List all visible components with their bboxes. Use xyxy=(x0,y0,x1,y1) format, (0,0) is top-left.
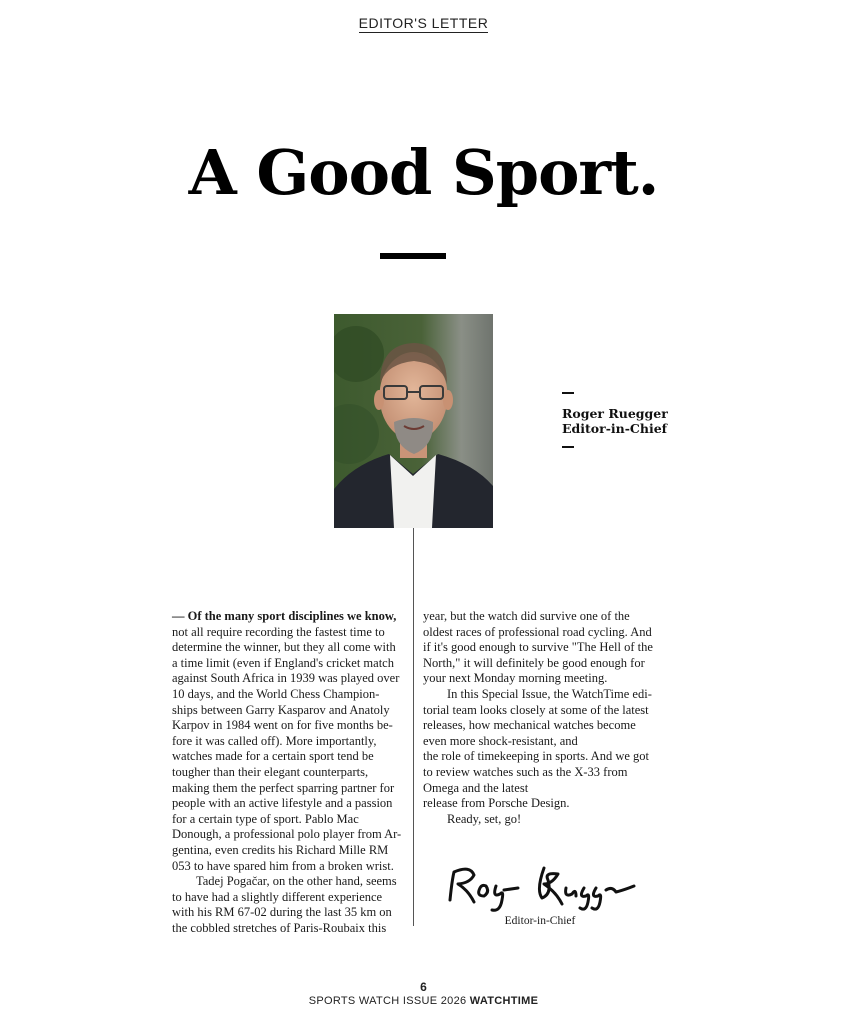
byline-name: Roger Ruegger xyxy=(562,406,668,421)
byline-dash-bottom xyxy=(562,446,574,448)
issue-line xyxy=(0,994,847,1008)
article-line: the role of timekeeping in sports. And we got xyxy=(423,749,650,764)
article-line: against South Africa in 1939 was played over xyxy=(172,671,400,686)
signature xyxy=(440,850,640,920)
headline: A Good Sport. xyxy=(188,136,659,209)
article-line: 053 to have spared him from a broken wrist. xyxy=(172,858,394,873)
article-line: release from Porsche Design. xyxy=(423,796,570,811)
article-line: ships between Garry Kasparov and Anatoly xyxy=(172,702,390,717)
article-line: Donough, a professional polo player from Ar- xyxy=(172,827,402,842)
signature-title: Editor-in-Chief xyxy=(504,915,576,927)
article-line: year, but the watch did survive one of the xyxy=(423,609,630,623)
article-line: Omega and the latest xyxy=(423,780,529,795)
page-number: 6 xyxy=(420,980,427,994)
editor-portrait xyxy=(334,314,493,528)
handwritten-signature xyxy=(440,850,640,920)
brand-name: WATCHTIME xyxy=(469,995,539,1007)
article-column-right xyxy=(423,609,659,827)
article-column-left xyxy=(172,609,408,936)
article-line: 10 days, and the World Chess Champion- xyxy=(172,686,380,701)
byline-title: Editor-in-Chief xyxy=(562,421,668,436)
article-line: even more shock-resistant, and xyxy=(423,733,578,748)
article-line: to have had a slightly different experience xyxy=(172,889,383,904)
page-footer xyxy=(0,980,847,1008)
article-line: torial team looks closely at some of the latest xyxy=(423,702,649,717)
column-divider xyxy=(413,528,414,926)
article-line: for a certain type of sport. Pablo Mac xyxy=(172,811,359,826)
byline xyxy=(562,392,668,448)
article-line: making them the perfect sparring partner for xyxy=(172,780,395,795)
article-line: watches made for a certain sport tend be xyxy=(172,749,374,764)
article-line: if it's good enough to survive "The Hell of the xyxy=(423,640,653,655)
section-label-text: EDITOR'S LETTER xyxy=(358,15,489,31)
article-line: people with an active lifestyle and a passion xyxy=(172,796,393,811)
article-line: Karpov in 1984 went on for five months be- xyxy=(172,718,393,733)
article-line: releases, how mechanical watches become xyxy=(423,718,636,733)
article-line: North," it will definitely be good enough for xyxy=(423,655,645,670)
article-line: Ready, set, go! xyxy=(447,811,522,826)
article-lead: — Of the many sport disciplines we know, xyxy=(172,609,397,623)
article-line: a time limit (even if England's cricket match xyxy=(172,655,394,670)
byline-dash-top xyxy=(562,392,574,394)
article-line: fore it was called off). More importantly, xyxy=(172,733,377,748)
article-line: with his RM 67-02 during the last 35 km on xyxy=(172,905,392,920)
headline-rule xyxy=(380,253,446,259)
article-line: tougher than their elegant counterparts, xyxy=(172,764,369,779)
article-line: your next Monday morning meeting. xyxy=(423,671,608,686)
article-line: Tadej Pogačar, on the other hand, seems xyxy=(196,874,397,889)
article-line: gentina, even credits his Richard Mille RM xyxy=(172,842,389,857)
article-line: In this Special Issue, the WatchTime edi- xyxy=(447,686,652,701)
editor-portrait-photo xyxy=(334,314,493,528)
article-line: determine the winner, but they all come with xyxy=(172,640,396,655)
issue-name: SPORTS WATCH ISSUE 2026 xyxy=(308,995,467,1007)
article-line: not all require recording the fastest time to xyxy=(172,624,385,639)
section-label xyxy=(0,15,847,31)
article-line: to review watches such as the X-33 from xyxy=(423,764,628,779)
article-line: oldest races of professional road cycling. And xyxy=(423,624,652,639)
article-line: the cobbled stretches of Paris-Roubaix this xyxy=(172,920,387,935)
